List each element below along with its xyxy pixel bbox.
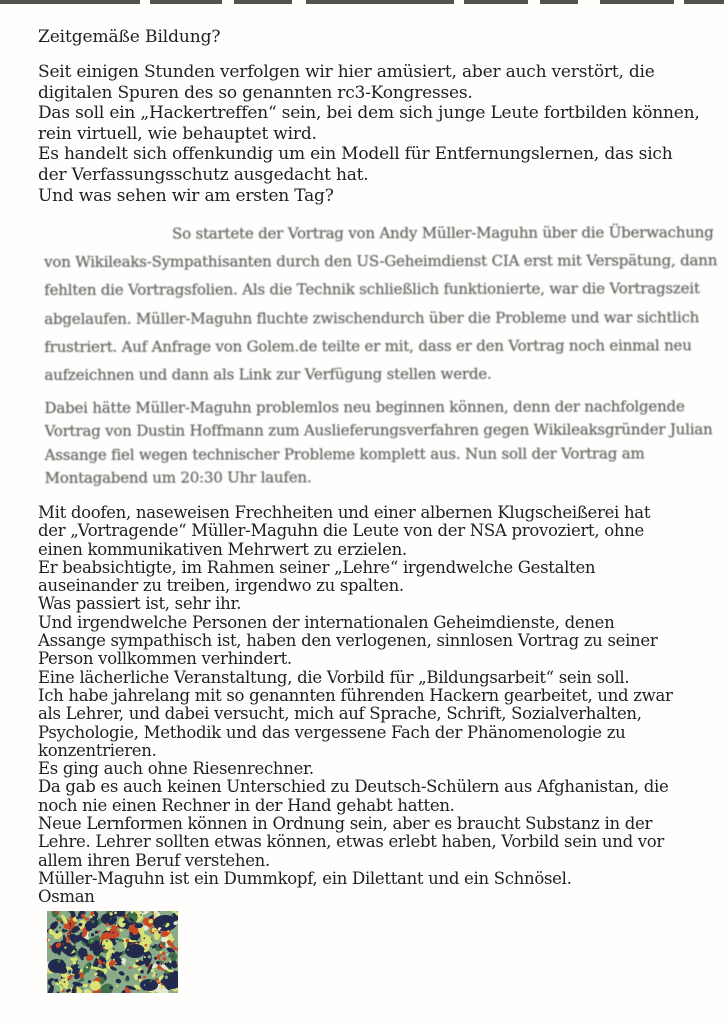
- page-title: Zeitgemäße Bildung?: [38, 27, 221, 47]
- quote-paragraph-2: [44, 395, 713, 490]
- text-line: Müller-Maguhn ist ein Dummkopf, ein Dilettant und ein Schnösel.: [38, 868, 572, 888]
- intro-paragraphs: [38, 62, 700, 206]
- text-line: digitalen Spuren des so genannten rc3-Kongresses.: [38, 82, 473, 103]
- text-line: von Wikileaks-Sympathisanten durch den US-Geheimdienst CIA erst mit Verspätung, dann: [44, 251, 718, 272]
- clipped-text-segment: [234, 0, 292, 4]
- text-line: Eine lächerliche Veranstaltung, die Vorbild für „Bildungsarbeit“ sein soll.: [38, 667, 630, 687]
- text-line: Es ging auch ohne Riesenrechner.: [38, 759, 314, 779]
- text-line: Was passiert ist, sehr ihr.: [38, 594, 242, 614]
- text-line: der Verfassungsschutz ausgedacht hat.: [38, 164, 369, 185]
- text-line: Assange sympathisch ist, haben den verlogenen, sinnlosen Vortrag zu seiner: [38, 631, 658, 651]
- text-line: abgelaufen. Müller-Maguhn fluchte zwischendurch über die Probleme und war sichtlich: [44, 307, 700, 328]
- clipped-text-segment: [600, 0, 674, 4]
- text-line: konzentrieren.: [38, 740, 157, 760]
- clipped-text-segment: [464, 0, 528, 4]
- quoted-screenshot-text: [44, 218, 718, 490]
- text-line: Osman: [38, 887, 95, 907]
- text-line: Es handelt sich offenkundig um ein Modell für Entfernungslernen, das sich: [38, 144, 673, 165]
- text-line: Und was sehen wir am ersten Tag?: [38, 185, 334, 206]
- text-line: Er beabsichtigte, im Rahmen seiner „Lehre“ irgendwelche Gestalten: [38, 557, 596, 577]
- text-line: Psychologie, Methodik und das vergessene Fach der Phänomenologie zu: [38, 722, 626, 742]
- text-line: Und irgendwelche Personen der internationalen Geheimdienste, denen: [38, 612, 615, 632]
- quote-paragraph-1: [44, 218, 718, 389]
- text-line: Seit einigen Stunden verfolgen wir hier amüsiert, aber auch verstört, die: [38, 62, 655, 82]
- clipped-text-segment: [684, 0, 724, 4]
- text-line: auseinander zu treiben, irgendwo zu spalten.: [38, 576, 404, 596]
- text-line: Ich habe jahrelang mit so genannten führenden Hackern gearbeitet, und zwar: [38, 685, 673, 705]
- text-line: So startete der Vortrag von Andy Müller-Maguhn über die Überwachung: [172, 223, 714, 243]
- text-line: aufzeichnen und dann als Link zur Verfügung stellen werde.: [44, 364, 492, 384]
- clipped-text-segment: [0, 0, 140, 4]
- text-line: Lehre. Lehrer sollten etwas können, etwas erlebt haben, Vorbild sein und vor: [38, 832, 665, 852]
- clipped-text-segment: [540, 0, 578, 4]
- text-line: Dabei hätte Müller-Maguhn problemlos neu beginnen können, denn der nachfolgende: [44, 397, 685, 418]
- body-paragraphs: [38, 504, 673, 907]
- text-line: rein virtuell, wie behauptet wird.: [38, 123, 317, 144]
- text-line: fehlten die Vortragsfolien. Als die Technik schließlich funktionierte, war die Vortragszeit: [44, 279, 700, 300]
- text-line: noch nie einen Rechner in der Hand gehabt hatten.: [38, 795, 455, 815]
- text-line: Person vollkommen verhindert.: [38, 649, 292, 669]
- text-line: frustriert. Auf Anfrage von Golem.de teilte er mit, dass er den Vortrag noch einmal neu: [44, 336, 692, 356]
- clipped-text-segment: [150, 0, 222, 4]
- text-line: Neue Lernformen können in Ordnung sein, aber es braucht Substanz in der: [38, 814, 653, 834]
- text-line: als Lehrer, und dabei versucht, mich auf Sprache, Schrift, Sozialverhalten,: [38, 704, 642, 724]
- text-line: der „Vortragende“ Müller-Maguhn die Leute von der NSA provoziert, ohne: [38, 521, 645, 541]
- text-line: Da gab es auch keinen Unterschied zu Deutsch-Schülern aus Afghanistan, die: [38, 777, 669, 797]
- text-line: Mit doofen, naseweisen Frechheiten und einer albernen Klugscheißerei hat: [38, 503, 651, 522]
- clipped-text-artifact: [0, 0, 728, 5]
- text-line: einen kommunikativen Mehrwert zu erzielen.: [38, 539, 407, 559]
- clipped-text-segment: [306, 0, 454, 4]
- camouflage-image: [47, 911, 178, 993]
- text-line: Vortrag von Dustin Hoffmann zum Auslieferungsverfahren gegen Wikileaksgründer Julian: [44, 420, 713, 441]
- text-line: Das soll ein „Hackertreffen“ sein, bei dem sich junge Leute fortbilden können,: [38, 103, 700, 124]
- text-line: allem ihren Beruf verstehen.: [38, 850, 270, 870]
- text-line: Montagabend um 20:30 Uhr laufen.: [44, 468, 312, 488]
- text-line: Assange fiel wegen technischer Probleme komplett aus. Nun soll der Vortrag am: [44, 444, 645, 464]
